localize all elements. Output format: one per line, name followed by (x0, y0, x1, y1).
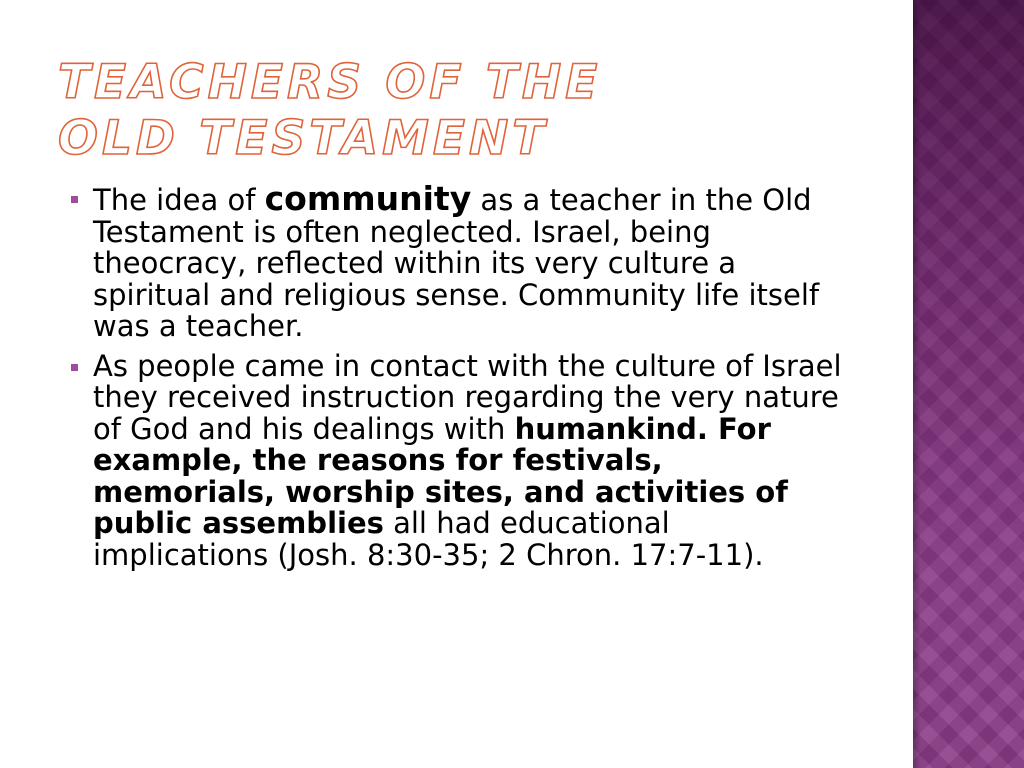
paragraph-culture (93, 348, 853, 572)
emphasis-community: community (264, 179, 472, 218)
paragraph-community (93, 179, 853, 343)
side-band-shadow (913, 0, 921, 768)
decorative-side-band (913, 0, 1024, 768)
paragraph-text: as a teacher in the Old Testament is often neglected. Israel, being theocracy, reflected within its very culture a spiritual and religious sense. Community life itself was a teacher. (93, 183, 820, 343)
paragraph-text: all had educational implications (Josh. 8:30-35; 2 Chron. 17:7-11). (93, 506, 764, 572)
square-bullet-icon (71, 364, 78, 371)
slide-body (93, 179, 853, 579)
paragraph-text: As people came in contact with the culture of Israel they received instruction regarding the very nature of God and his dealings with (93, 348, 842, 446)
bold-emphasis: humankind. For example, the reasons for festivals, memorials, worship sites, and activities of public assemblies (93, 411, 788, 540)
slide-title: TEACHERS OF THE OLD TESTAMENT (58, 55, 602, 166)
square-bullet-icon (71, 196, 78, 203)
paragraph-text: The idea of (93, 183, 265, 217)
